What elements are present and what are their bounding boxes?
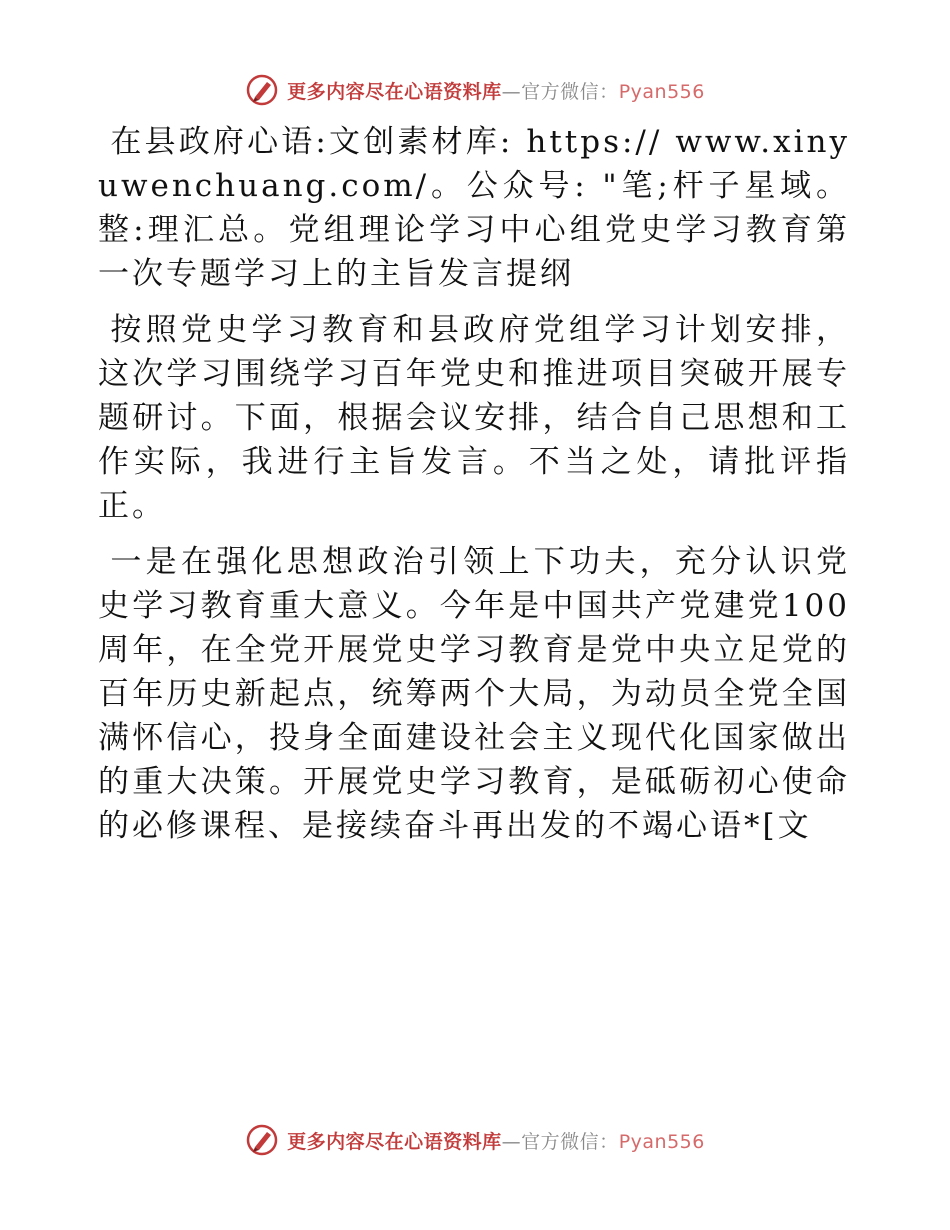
pen-logo-icon xyxy=(245,1123,279,1157)
header-banner-wechat-label: 官方微信： xyxy=(521,80,619,103)
header-banner-wechat-id: Pyan556 xyxy=(618,80,705,103)
footer-banner-separator: — xyxy=(501,1130,522,1153)
paragraph-arrangement: 按照党史学习教育和县政府党组学习计划安排，这次学习围绕学习百年党史和推进项目突破开展专题研讨。下面，根据会议安排，结合自己思想和工作实际，我进行主旨发言。不当之处，请批评指正。 xyxy=(98,312,850,524)
header-banner-main: 更多内容尽在心语资料库 xyxy=(287,80,502,103)
footer-banner xyxy=(0,1118,950,1162)
footer-banner-main: 更多内容尽在心语资料库 xyxy=(287,1130,502,1153)
header-banner-text xyxy=(287,77,705,104)
header-banner-separator: — xyxy=(501,80,522,103)
paragraph-point-one: 一是在强化思想政治引领上下功夫，充分认识党史学习教育重大意义。今年是中国共产党建党100周年，在全党开展党史学习教育是党中央立足党的百年历史新起点，统筹两个大局，为动员全党全国满怀信心，投身全面建设社会主义现代化国家做出的重大决策。开展党史学习教育，是砥砺初心使命的必修课程、是接续奋斗再出发的不竭心语*[文 xyxy=(98,544,850,844)
footer-banner-text xyxy=(287,1127,705,1154)
header-banner xyxy=(0,68,950,112)
paragraph-intro: 在县政府心语:文创素材库: https:// www.xinyuwenchuang.com/。公众号: "笔;杆子星域。整:理汇总。党组理论学习中心组党史学习教育第一次专题学习上的主旨发言提纲 xyxy=(98,124,850,292)
footer-banner-wechat-label: 官方微信： xyxy=(521,1130,619,1153)
footer-banner-wechat-id: Pyan556 xyxy=(618,1130,705,1153)
pen-logo-icon xyxy=(245,73,279,107)
document-body xyxy=(98,120,850,1080)
